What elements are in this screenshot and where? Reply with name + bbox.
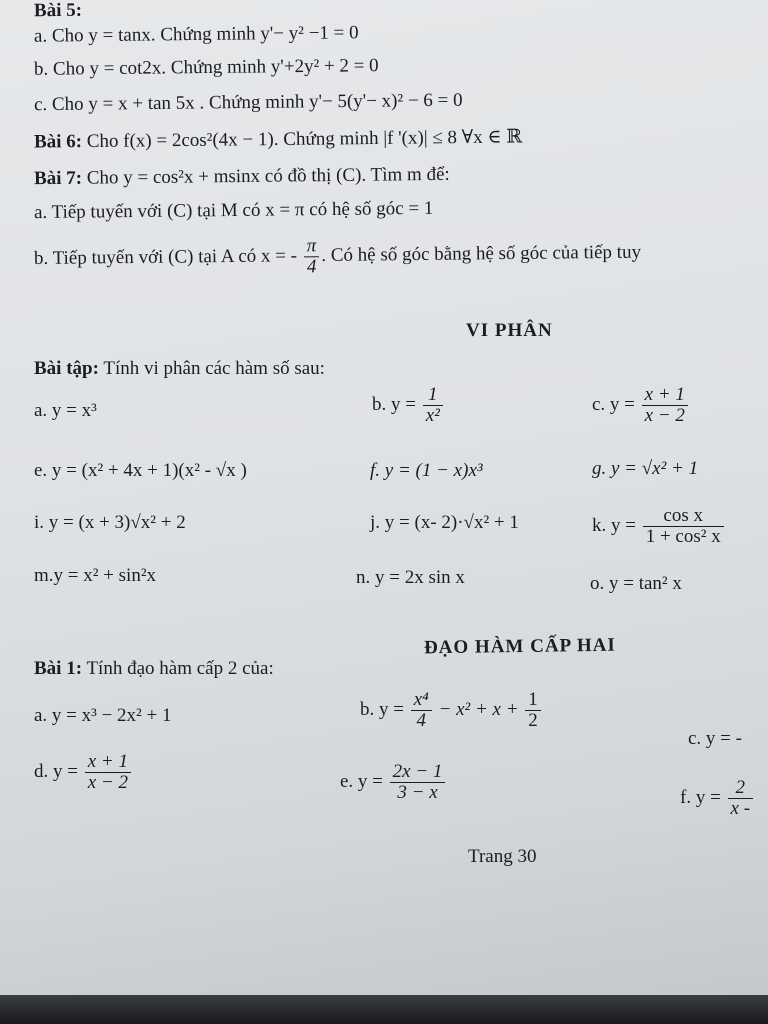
vi-phan-e: e. y = (x² + 4x + 1)(x² - √x ) xyxy=(34,460,247,481)
dao-ham-b-fraction-2-denominator: 2 xyxy=(525,710,541,731)
dao-ham-f xyxy=(680,778,755,819)
vi-phan-intro-label: Bài tập: xyxy=(34,358,99,379)
vi-phan-c-numerator: x + 1 xyxy=(644,384,685,405)
dao-ham-bai1-text: Tính đạo hàm cấp 2 của: xyxy=(82,658,274,679)
dao-ham-b-fraction-1-denominator: 4 xyxy=(411,710,432,731)
bai5-heading: Bài 5: xyxy=(33,0,83,22)
dao-ham-b xyxy=(360,690,543,731)
bai6-text: Cho f(x) = 2cos²(4x − 1). Chứng minh |f '(x)| ≤ 8 ∀x ∈ ℝ xyxy=(81,126,523,153)
dao-ham-b-pre: b. y = xyxy=(360,698,404,720)
vi-phan-k-fraction xyxy=(643,506,724,547)
vi-phan-b-fraction xyxy=(423,385,443,426)
vi-phan-b-pre: b. y = xyxy=(372,393,416,415)
dao-ham-b-fraction-1 xyxy=(411,690,432,731)
dao-ham-c: c. y = - xyxy=(688,728,742,749)
bai7-text: Cho y = cos²x + msinx có đồ thị (C). Tìm m để: xyxy=(81,163,450,189)
dao-ham-b-mid: − x² + x + xyxy=(433,698,519,720)
vi-phan-c-fraction xyxy=(642,385,688,426)
bai7-b xyxy=(34,233,641,280)
dao-ham-b-fraction-1-numerator: x⁴ xyxy=(413,689,429,710)
bai5-b: b. Cho y = cot2x. Chứng minh y'+2y² + 2 = 0 xyxy=(33,55,379,80)
bai7-b-pre: b. Tiếp tuyến với (C) tại A có x = - xyxy=(33,245,298,270)
vi-phan-b-numerator: 1 xyxy=(428,384,438,405)
dao-ham-b-fraction-2-numerator: 1 xyxy=(528,689,538,710)
bai7-line xyxy=(34,164,450,190)
dao-ham-d-fraction xyxy=(85,752,131,793)
dao-ham-bai1 xyxy=(34,658,274,680)
vi-phan-n: n. y = 2x sin x xyxy=(356,567,465,588)
section-title-vi-phan: VI PHÂN xyxy=(466,320,553,341)
dao-ham-e-pre: e. y = xyxy=(340,770,383,792)
bai7-b-fraction xyxy=(304,236,320,277)
vi-phan-a: a. y = x³ xyxy=(34,400,97,421)
dao-ham-e xyxy=(340,762,447,803)
vi-phan-c-denominator: x − 2 xyxy=(642,405,688,426)
table-edge-shadow xyxy=(0,995,768,1024)
bai7-heading: Bài 7: xyxy=(33,167,83,190)
bai7-b-post: . Có hệ số góc bằng hệ số góc của tiếp tuy xyxy=(321,241,642,267)
vi-phan-j: j. y = (x- 2)·√x² + 1 xyxy=(370,512,519,533)
vi-phan-o: o. y = tan² x xyxy=(590,573,682,594)
vi-phan-c xyxy=(592,385,690,426)
vi-phan-b xyxy=(372,385,445,426)
bai6-line xyxy=(34,126,522,153)
dao-ham-b-fraction-2 xyxy=(525,690,541,731)
dao-ham-d xyxy=(34,752,133,793)
vi-phan-f: f. y = (1 − x)x³ xyxy=(370,460,483,481)
vi-phan-c-pre: c. y = xyxy=(592,393,635,415)
vi-phan-k xyxy=(592,506,726,547)
dao-ham-f-pre: f. y = xyxy=(680,786,721,808)
dao-ham-f-denominator: x - xyxy=(728,798,754,819)
bai7-a: a. Tiếp tuyến với (C) tại M có x = π có hệ số góc = 1 xyxy=(33,197,434,224)
vi-phan-i: i. y = (x + 3)√x² + 2 xyxy=(34,512,186,533)
vi-phan-k-numerator: cos x xyxy=(663,505,703,526)
bai5-c: c. Cho y = x + tan 5x . Chứng minh y'− 5(y'− x)² − 6 = 0 xyxy=(33,89,463,116)
vi-phan-g: g. y = √x² + 1 xyxy=(592,458,699,479)
vi-phan-intro-text: Tính vi phân các hàm số sau: xyxy=(98,358,325,379)
dao-ham-e-fraction xyxy=(390,762,446,803)
vi-phan-k-pre: k. y = xyxy=(592,514,636,536)
dao-ham-d-denominator: x − 2 xyxy=(85,772,131,793)
dao-ham-f-numerator: 2 xyxy=(735,777,746,798)
dao-ham-e-numerator: 2x − 1 xyxy=(392,761,443,782)
bai7-b-denominator: 4 xyxy=(304,256,320,277)
dao-ham-a: a. y = x³ − 2x² + 1 xyxy=(34,705,172,726)
dao-ham-d-numerator: x + 1 xyxy=(87,751,128,772)
section-title-dao-ham-cap-hai: ĐẠO HÀM CẤP HAI xyxy=(423,634,616,659)
vi-phan-k-denominator: 1 + cos² x xyxy=(643,526,724,547)
vi-phan-m: m.y = x² + sin²x xyxy=(34,565,157,586)
dao-ham-bai1-label: Bài 1: xyxy=(34,658,83,679)
bai5-a: a. Cho y = tanx. Chứng minh y'− y² −1 = 0 xyxy=(33,22,359,47)
dao-ham-e-denominator: 3 − x xyxy=(390,782,446,803)
dao-ham-d-pre: d. y = xyxy=(34,760,78,782)
page-number: Trang 30 xyxy=(468,846,537,867)
bai6-heading: Bài 6: xyxy=(33,131,83,153)
vi-phan-b-denominator: x² xyxy=(423,405,443,426)
bai7-b-numerator: π xyxy=(306,235,317,257)
dao-ham-f-fraction xyxy=(728,778,754,819)
vi-phan-intro xyxy=(34,358,325,380)
